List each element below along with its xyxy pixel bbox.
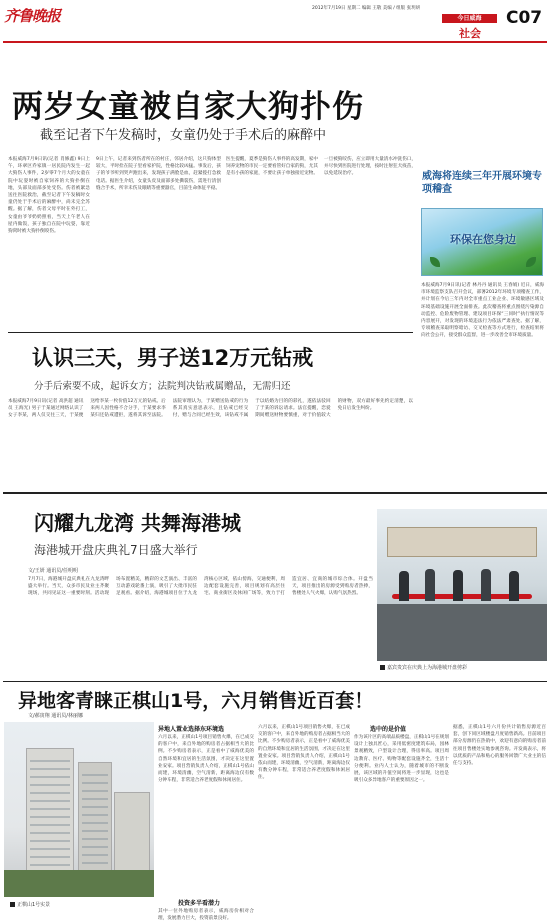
story2-headline: 认识三天，男子送12万元钻戒 [32, 346, 314, 370]
guest-figure [481, 569, 491, 601]
guest-figure [425, 569, 435, 601]
newspaper-logo: 齐鲁晚报 [4, 7, 61, 25]
divider-story2 [8, 332, 413, 333]
leaf-icon [526, 257, 536, 267]
story3-photo [377, 509, 547, 661]
ceremony-banner-shape [387, 527, 537, 557]
story4-photo-caption [10, 901, 50, 908]
caption-marker-icon [10, 902, 15, 907]
masthead-rule [3, 41, 547, 43]
guest-figure [399, 571, 409, 601]
story2-subhead: 分手后索要不成，起诉女方；法院判决钻戒属赠品，无需归还 [34, 381, 291, 392]
story3-subhead: 海港城开盘庆典礼7日盛大举行 [34, 543, 198, 557]
story4-byline: 文/郝寅翔 通讯员/林丽娜 [28, 713, 83, 719]
story4-col2-cont: 六月以来，正棋山1号项目销售火爆，在已成交的客户中，来自外地的购房者占据相当大的比例。不少购房者表示，正是看中了威海优美的自然环境和宜居的生活氛围，才决定在这里置业安家。项目营销负责人介绍，正棋山1号依山而建，环境清幽，空气清新，距离海边仅有数分钟车程，非常适合养老度假和休闲居住。 [258, 725, 350, 781]
sidebar-title: 威海将连续三年开展环境专项稽查 [422, 171, 542, 195]
caption-text: 正棋山1号实景 [17, 902, 51, 908]
story3-headline: 闪耀九龙湾 共舞海港城 [34, 511, 241, 535]
sidebar-box [418, 160, 546, 490]
sidebar-banner-text: 环保在您身边 [450, 233, 516, 246]
story4-col1-title: 异地人置业选择东环境选 [158, 726, 225, 733]
building-windows-shape [82, 768, 108, 876]
story4-col2-title: 选中的是价值 [370, 726, 407, 733]
leaf-icon [430, 257, 440, 267]
story4-col3-body: 据悉，正棋山1号六月份共计销售房源近百套，创下同区域楼盘月度销售新高。目前项目部分房源仍在热销中，欢迎有意向的购房者前往项目售楼处实地参观咨询。开发商表示，将以优质的产品和贴心的服务回馈广大业主的信任与支持。 [453, 725, 546, 767]
page-number: C07 [506, 8, 543, 28]
sidebar-body: 本报威海7月9日讯(记者 林丹丹 通讯员 王春娟) 近日，威海市环境监察支队召开会议，部署2012年环境专项稽查工作，并计划在今后三年内对全市重点工业企业、环境敏感区域及环境基础设施开展全面排查。此次稽查将重点围绕污染源自动监控、危险废物管理、建设项目环保“三同时”执行情况等内容展开，对发现的环境违法行为依法严肃查处。据了解，专项稽查采取明察暗访、交叉检查等方式进行，检查结果将向社会公开，接受群众监督，进一步改善全市环境质量。 [421, 283, 544, 339]
story1-subhead: 截至记者下午发稿时，女童仍处于手术后的麻醉中 [40, 128, 327, 143]
building-windows-shape [30, 754, 70, 874]
story4-col1-body: 六月以来，正棋山1号项目销售火爆，在已成交的客户中，来自外地的购房者占据相当大的比例。不少购房者表示，正是看中了威海优美的自然环境和宜居的生活氛围，才决定在这里置业安家。项目营销负责人介绍，正棋山1号依山而建，环境清幽，空气清新，距离海边仅有数分钟车程，非常适合养老度假和休闲居住。 [158, 735, 254, 784]
trees-shape [4, 870, 154, 897]
story3-photo-caption [380, 664, 467, 671]
story4-headline: 异地客青睐正棋山1号，六月销售近百套！ [18, 690, 374, 712]
story2-body: 本报威海7月9日讯(记者 高洪超 通讯员 王海光) 男子于某通过网络认识了女子李某，两人仅交往三天，于某便送给李某一枚价值12万元的钻戒。后来两人因性格不合分手，于某要求李某归还钻戒遭拒，遂将其诉至法院。法院审理认为，于某赠送钻戒的行为系其真实意思表示，且钻戒已经交付，赠与合同已经生效，该钻戒不属于以结婚为目的的彩礼，遂依法驳回了于某的诉讼请求。法官提醒，恋爱期间赠送财物要慎重，对于价值较大的财物，双方最好事先约定清楚，以免日后发生纠纷。 [8, 399, 413, 419]
story3-body: 7月7日，海港城开盘庆典礼在九龙湾畔盛大举行。当天，众多市民及业主齐聚现场，共同见证这一重要时刻。活动现场布置精美，精彩的文艺演出、丰富的互动游戏轮番上演，吸引了大批市民驻足观看。据介绍，海港城项目位于九龙湾核心区域，依山傍海，交通便利，周边配套设施完善，项目规划有高层住宅、商业街区及休闲广场等，致力于打造宜居、宜商的城市综合体。开盘当天，项目推出的房源受到购房者热捧，售楼处人气火爆，认购气氛热烈。 [28, 577, 373, 597]
subsection-label: 社会 [459, 27, 481, 40]
caption-text: 嘉宾贵宾在庆典上为海港城开盘剪彩 [387, 665, 468, 671]
date-line: 2012年7月19日 星期二 编辑 王敬 美编 / 组版 张玥妍 [312, 6, 421, 11]
story1-body-left: 本报威海7月9日讯(记者 肖修鑫) 9日上午，环翠区乔家镇一居民院内发生一起大狗伤人事件，2岁零7个月大的女童在院中玩耍时被自家饲养的大狗扑倒在地，头部及面部多处受伤。伤者被紧急送往医院救治，截至记者下午发稿时女童仍处于手术后的麻醉中，尚未完全苏醒。据了解，伤者父母平时在外打工，女童由爷爷奶奶照看，当天上午老人在屋内做饭，孩子独自在院中玩耍，靠近狗窝时被大狗扑倒咬伤。 [8, 157, 90, 235]
story1-headline: 两岁女童被自家大狗扑伤 [12, 89, 364, 125]
story4-col1-subhead: 投资多半看潜力 [178, 900, 221, 907]
caption-marker-icon [380, 665, 385, 670]
divider-story4 [3, 681, 547, 682]
divider-story3 [3, 492, 547, 494]
story4-photo [4, 722, 154, 897]
story4-col1-sub-body: 其中一位外地购房者表示，威海房价相对合理，发展潜力巨大，投资前景良好。 [158, 909, 254, 922]
story1-body-right: 医生提醒，夏季是狗伤人事件的高发期，家中饲养宠物的市民一定要看管好自家的狗，尤其是有小孩的家庭，不要让孩子单独接近宠物。一旦被狗咬伤，应立即用大量清水冲洗伤口，并尽快到医院进行处理，按时注射狂犬疫苗，以免延误治疗。 [226, 157, 416, 177]
story1-body-mid: 9日上午，记者来到伤者所在的村庄，邻居介绍，这只狗体型较大，平时拴在院子里看家护院，性格比较凶猛。事发后，孩子的爷爷听到哭声跑出来，发现孩子满脸是血，赶紧拨打急救电话。据医生介绍，女童头皮及面部多处撕裂伤，需进行清创缝合手术，所幸未伤及眼睛等重要器官，目前生命体征平稳。 [96, 157, 221, 191]
story3-byline: 文/王妍 通讯员/任明明 [28, 568, 78, 574]
masthead [0, 0, 550, 40]
sidebar-banner-image [421, 208, 543, 276]
story4-col2-body: 作为该片区的高端品质楼盘，正棋山1号在规划设计上独具匠心，采用低密度建筑布局，园林景观精致，户型设计合理，得房率高。项目周边教育、医疗、购物等配套设施齐全，生活十分便利。业内人士认为，随着城市的不断发展，该区域的升值空间将进一步显现，这也是吸引众多异地客户的重要原因之一。 [354, 735, 449, 784]
guest-figure [509, 571, 519, 601]
guest-figure [453, 570, 463, 601]
section-label: 今日威海 [442, 14, 497, 23]
ceremony-stage-shape [377, 604, 547, 661]
